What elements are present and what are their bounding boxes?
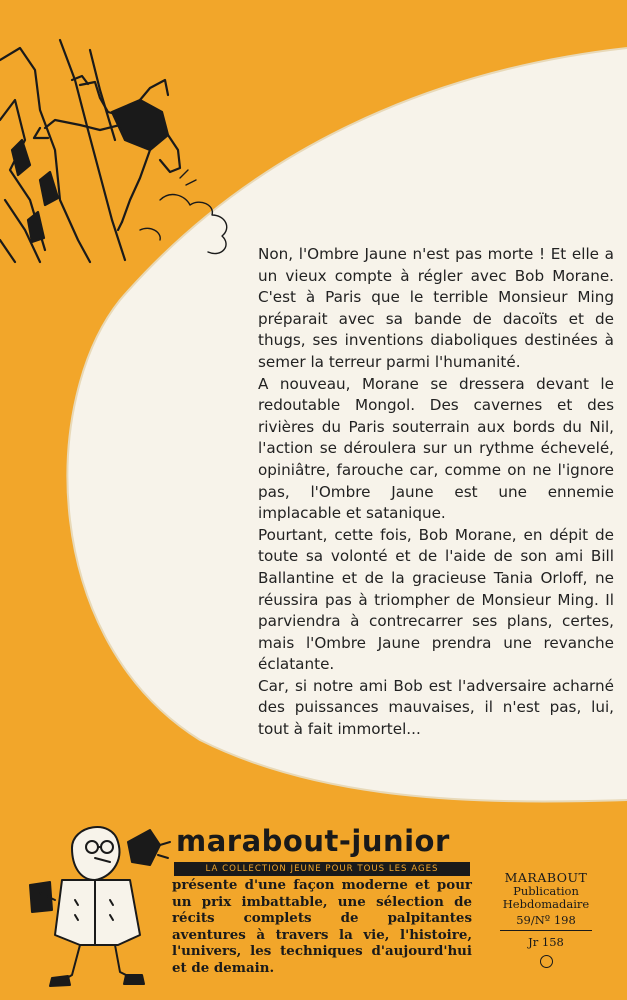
publication-info <box>500 871 592 968</box>
collection-tagline: LA COLLECTION JEUNE POUR TOUS LES AGES <box>174 862 470 876</box>
series-code: Jr 158 <box>528 935 564 949</box>
publication-frequency: Hebdomadaire <box>502 897 590 911</box>
blurb-paragraph: Car, si notre ami Bob est l'adversaire acharné des puissances mauvaises, il n'est pas, lui, tout à fait immortel... <box>258 676 614 739</box>
blurb-paragraph: Pourtant, cette fois, Bob Morane, en dépit de toute sa volonté et de l'aide de son ami Bill Ballantine et de la gracieuse Tania Orloff, ne réussira pas à triompher de Monsieur Ming. Il parviendra à contrecarrer ses plans, certes, mais l'Ombre Jaune prendra une revanche éclatante. <box>258 525 614 674</box>
collection-description: présente d'une façon moderne et pour un prix imbattable, une sélection de récits complets de palpitantes aventures à travers la vie, l'histoire, l'univers, les techniques d'aujourd'hui et de demain. <box>172 877 472 976</box>
publication-line: Publication <box>513 884 579 898</box>
blurb-paragraph: Non, l'Ombre Jaune n'est pas morte ! Et elle a un vieux compte à régler avec Bob Morane. C'est à Paris que le terrible Monsieur Ming préparait avec sa bande de dacoïts et de thugs, ses inventions diaboliques destinées à semer la terreur parmi l'humanité. <box>258 245 614 371</box>
collection-brand-logo: marabout-junior <box>176 824 450 858</box>
blurb-paragraph: A nouveau, Morane se dressera devant le redoutable Mongol. Des cavernes et des rivières du Paris souterrain aux bords du Nil, l'action se déroulera sur un rythme échevelé, opiniâtre, farouche car, comme on ne l'ignore pas, l'Ombre Jaune est une ennemie implacable et satanique. <box>258 374 614 523</box>
publisher-name: MARABOUT <box>504 870 588 885</box>
circle-icon <box>540 955 553 968</box>
back-cover-blurb <box>258 244 614 741</box>
mascot-illustration <box>30 827 170 986</box>
issue-number: 59/Nº 198 <box>500 913 592 931</box>
